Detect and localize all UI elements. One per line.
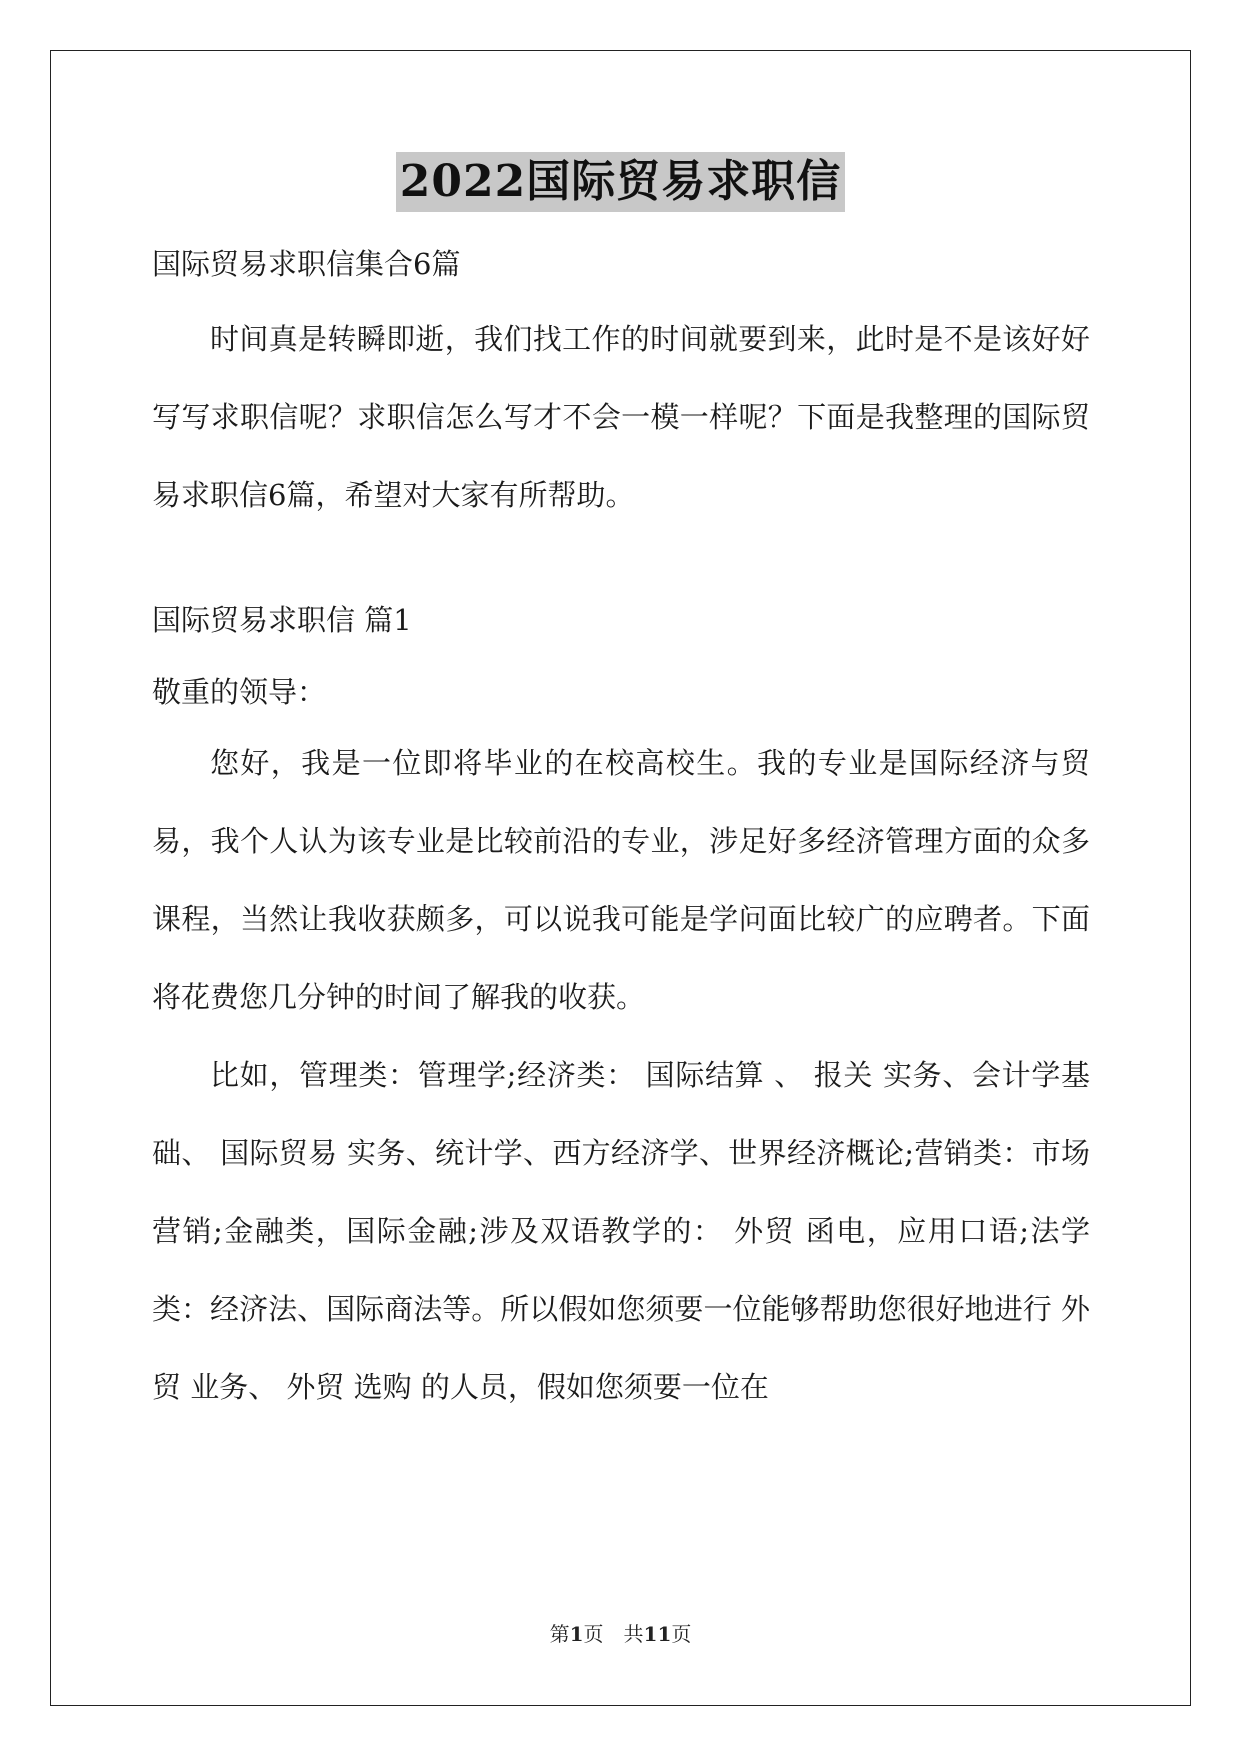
footer-mid: 页 共 [583, 1622, 644, 1646]
salutation: 敬重的领导： [152, 675, 327, 709]
footer-total-pages: 11 [643, 1622, 672, 1646]
body-paragraph-1: 您好，我是一位即将毕业的在校高校生。我的专业是国际经济与贸易，我个人认为该专业是比较前沿的专业，涉足好多经济管理方面的众多课程，当然让我收获颇多，可以说我可能是学问面比较广的应聘者。下面将花费您几分钟的时间了解我的收获。 [152, 746, 1090, 1014]
section-heading-1: 国际贸易求职信 篇1 [152, 603, 412, 637]
intro-paragraph: 时间真是转瞬即逝，我们找工作的时间就要到来，此时是不是该好好写写求职信呢？求职信怎么写才不会一模一样呢？下面是我整理的国际贸易求职信6篇，希望对大家有所帮助。 [152, 322, 1090, 512]
page-footer [0, 1618, 1241, 1647]
document-subtitle: 国际贸易求职信集合6篇 [152, 247, 461, 281]
footer-suffix: 页 [671, 1622, 692, 1646]
footer-prefix: 第 [549, 1622, 570, 1646]
title-container [0, 152, 1241, 212]
document-body [152, 234, 1090, 1426]
body-paragraph-2: 比如，管理类：管理学;经济类： 国际结算 、 报关 实务、会计学基础、 国际贸易 实务、统计学、西方经济学、世界经济概论;营销类：市场营销;金融类，国际金融;涉及双语教学的： 外贸 函电，应用口语;法学类：经济法、国际商法等。所以假如您须要一位能够帮助您很好地进行 外贸 业务、 外贸 选购 的人员，假如您须要一位在 [152, 1058, 1090, 1404]
document-title: 2022国际贸易求职信 [396, 152, 845, 212]
footer-page-number: 1 [569, 1622, 584, 1646]
